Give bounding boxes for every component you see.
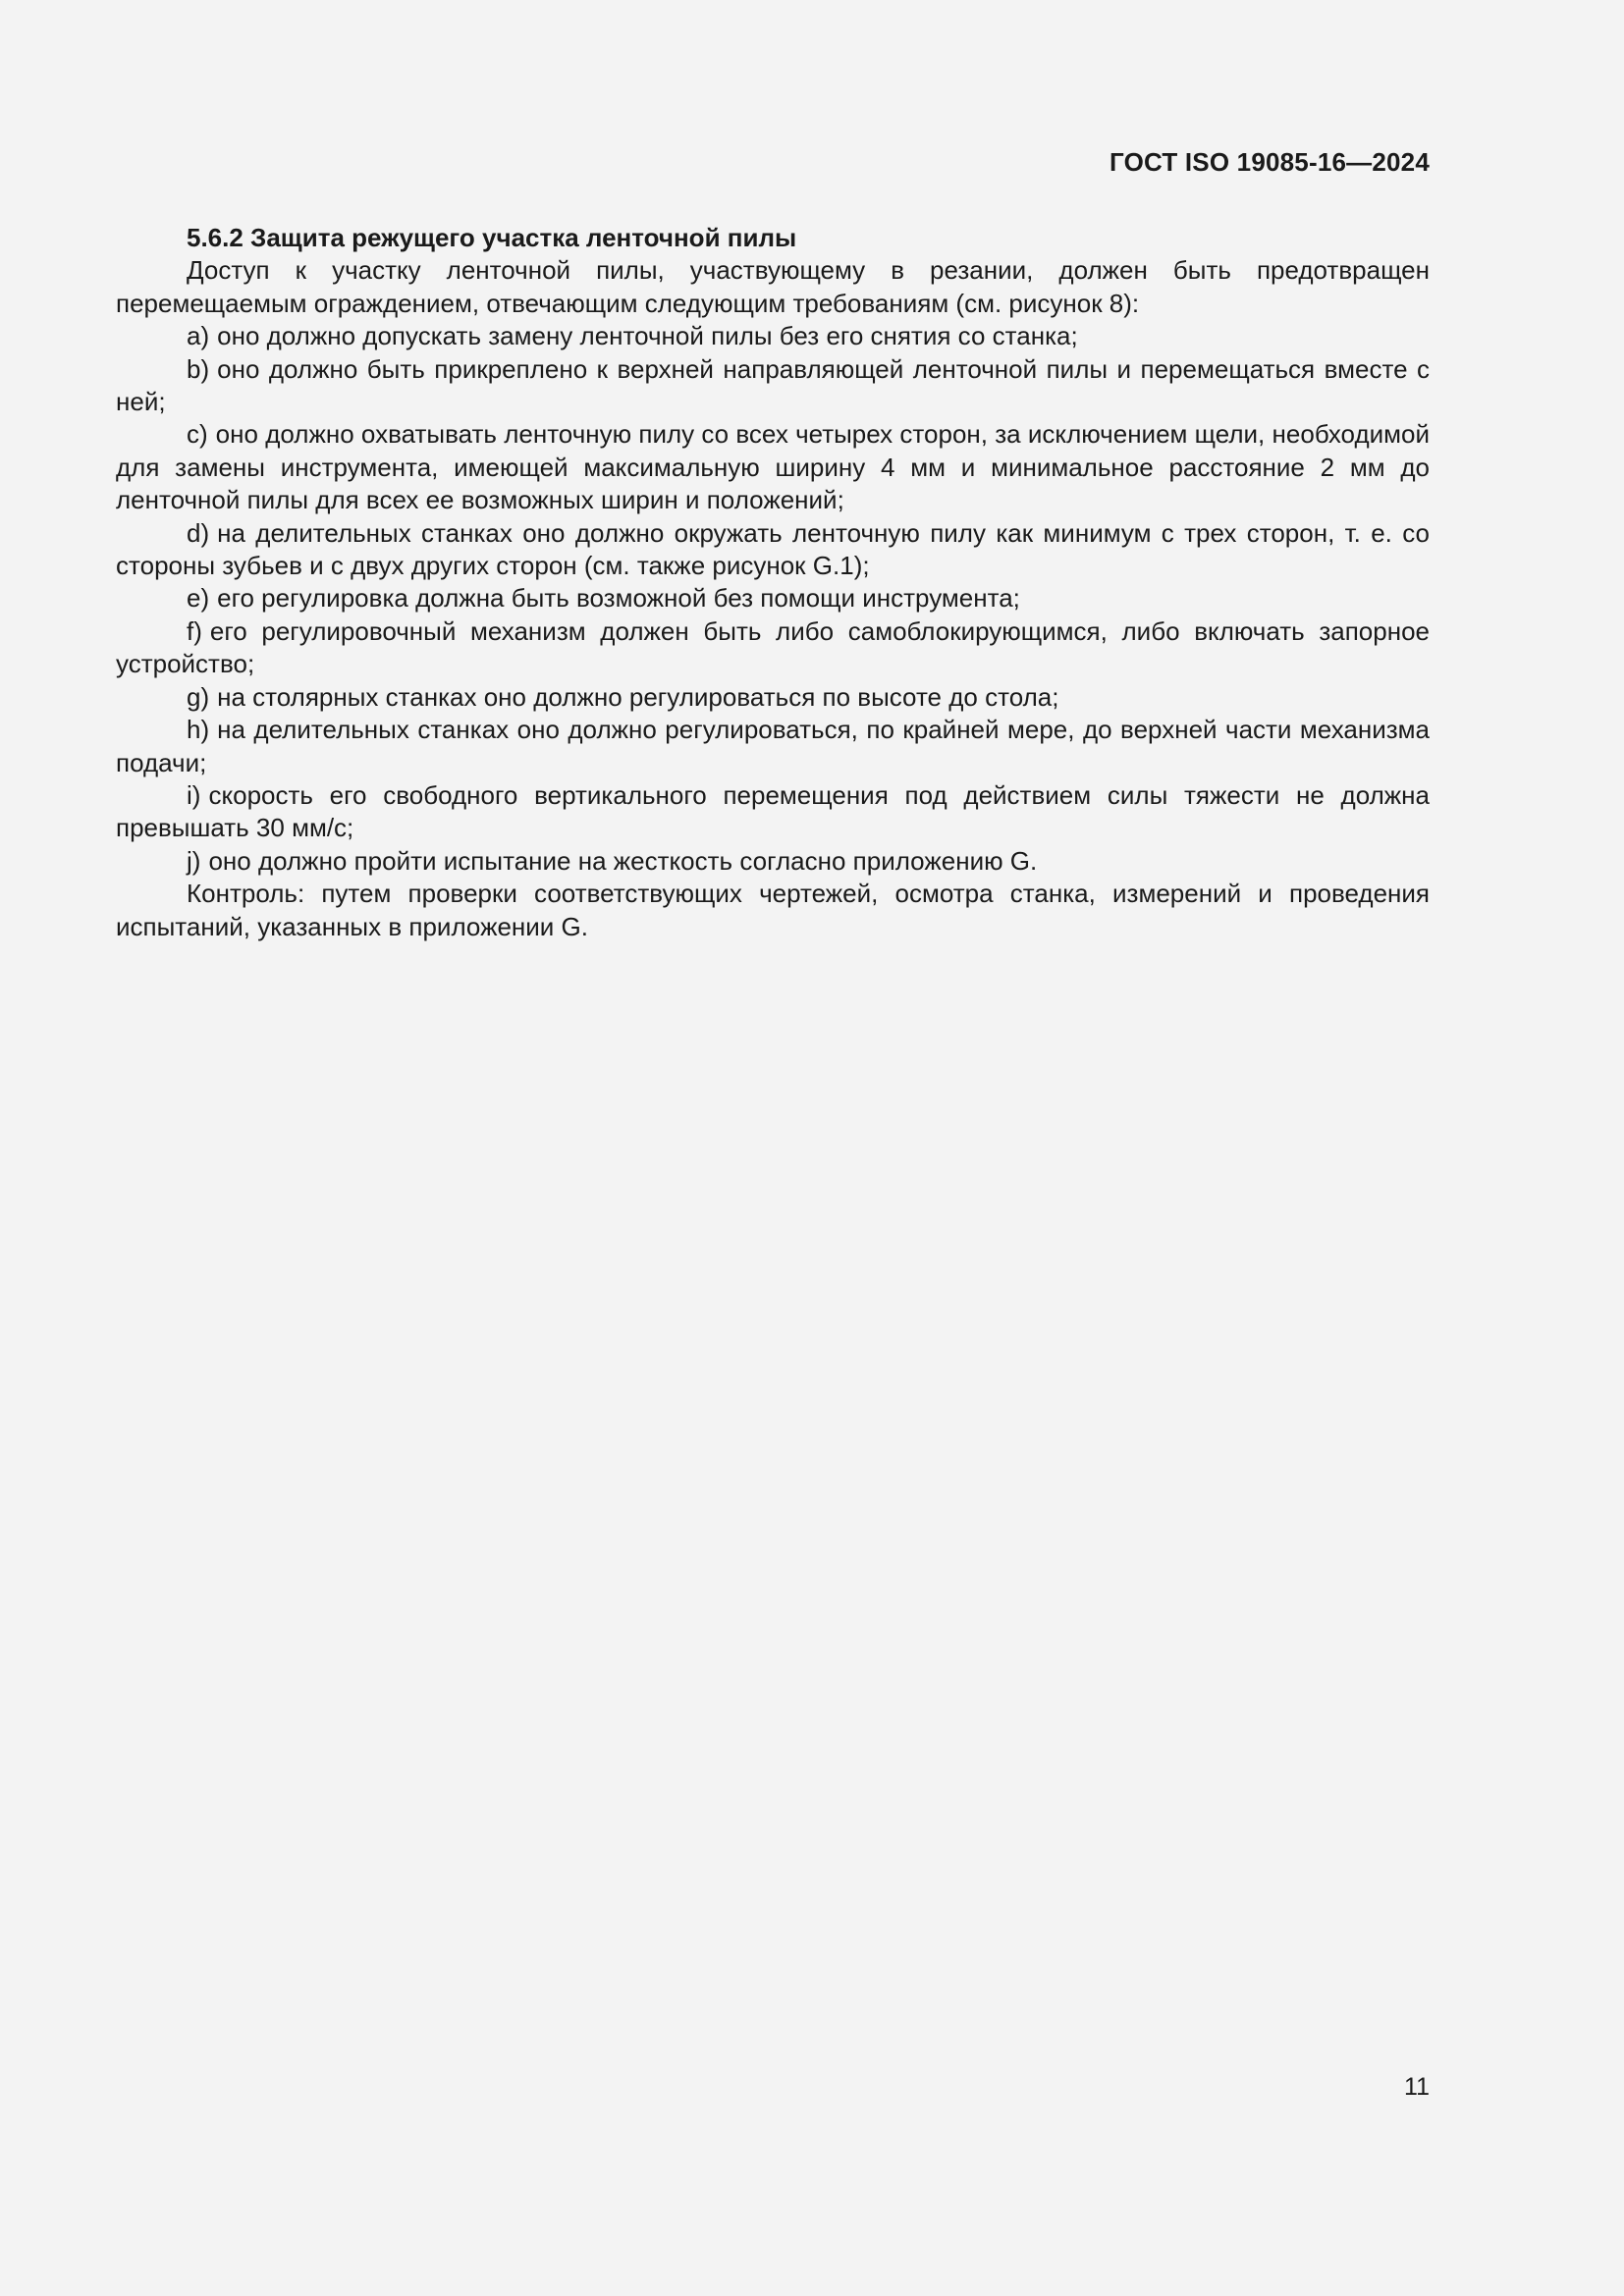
list-item: [116, 353, 1430, 419]
list-item: [116, 845, 1430, 878]
list-item-marker: g): [187, 681, 210, 712]
section-intro: Доступ к участку ленточной пилы, участвующему в резании, должен быть предотвращен перемещаемым ограждением, отвечающим следующим требованиям (см. рисунок 8):: [116, 255, 1430, 318]
list-item-text: его регулировочный механизм должен быть либо самоблокирующимся, либо включать запорное устройство;: [116, 615, 1430, 679]
list-item-marker: j): [187, 845, 201, 876]
list-item-marker: f): [187, 615, 202, 646]
list-item-text: на столярных станках оно должно регулироваться по высоте до стола;: [217, 681, 1059, 712]
list-item-marker: c): [187, 419, 208, 450]
section-content: [116, 222, 1430, 943]
list-item-text: оно должно пройти испытание на жесткость согласно приложению G.: [208, 845, 1038, 876]
list-item-marker: h): [187, 715, 210, 745]
document-header: ГОСТ ISO 19085-16—2024: [1110, 147, 1430, 177]
list-item: [116, 582, 1430, 614]
list-item: [116, 320, 1430, 352]
page-number: 11: [1404, 2073, 1430, 2101]
list-item-marker: i): [187, 779, 201, 810]
list-item: [116, 779, 1430, 845]
list-item-marker: e): [187, 583, 210, 614]
section-title: 5.6.2 Защита режущего участка ленточной пилы: [187, 223, 797, 252]
list-item-marker: a): [187, 321, 210, 351]
list-item-text: его регулировка должна быть возможной без помощи инструмента;: [217, 583, 1020, 614]
list-item-text: оно должно охватывать ленточную пилу со всех четырех сторон, за исключением щели, необходимой для замены инструмента, имеющей максимальную ширину 4 мм и минимальное расстояние 2 мм до ленточной пилы для всех ее возможных ширин и положений;: [116, 419, 1430, 515]
list-item: [116, 681, 1430, 714]
list-item: [116, 517, 1430, 583]
list-item-text: на делительных станках оно должно регулироваться, по крайней мере, до верхней части механизма подачи;: [116, 715, 1430, 777]
control-paragraph: Контроль: путем проверки соответствующих чертежей, осмотра станка, измерений и проведения испытаний, указанных в приложении G.: [116, 879, 1430, 941]
list-item: [116, 714, 1430, 779]
list-item-marker: d): [187, 517, 210, 548]
list-item-marker: b): [187, 353, 210, 384]
list-item-text: оно должно быть прикреплено к верхней направляющей ленточной пилы и перемещаться вместе с ней;: [116, 353, 1430, 417]
list-item: [116, 418, 1430, 516]
list-item-text: скорость его свободного вертикального перемещения под действием силы тяжести не должна превышать 30 мм/с;: [116, 779, 1430, 843]
list-item: [116, 615, 1430, 681]
list-item-text: оно должно допускать замену ленточной пилы без его снятия со станка;: [217, 321, 1078, 351]
list-item-text: на делительных станках оно должно окружать ленточную пилу как минимум с трех сторон, т. е. со стороны зубьев и с двух других сторон (см. также рисунок G.1);: [116, 517, 1430, 581]
